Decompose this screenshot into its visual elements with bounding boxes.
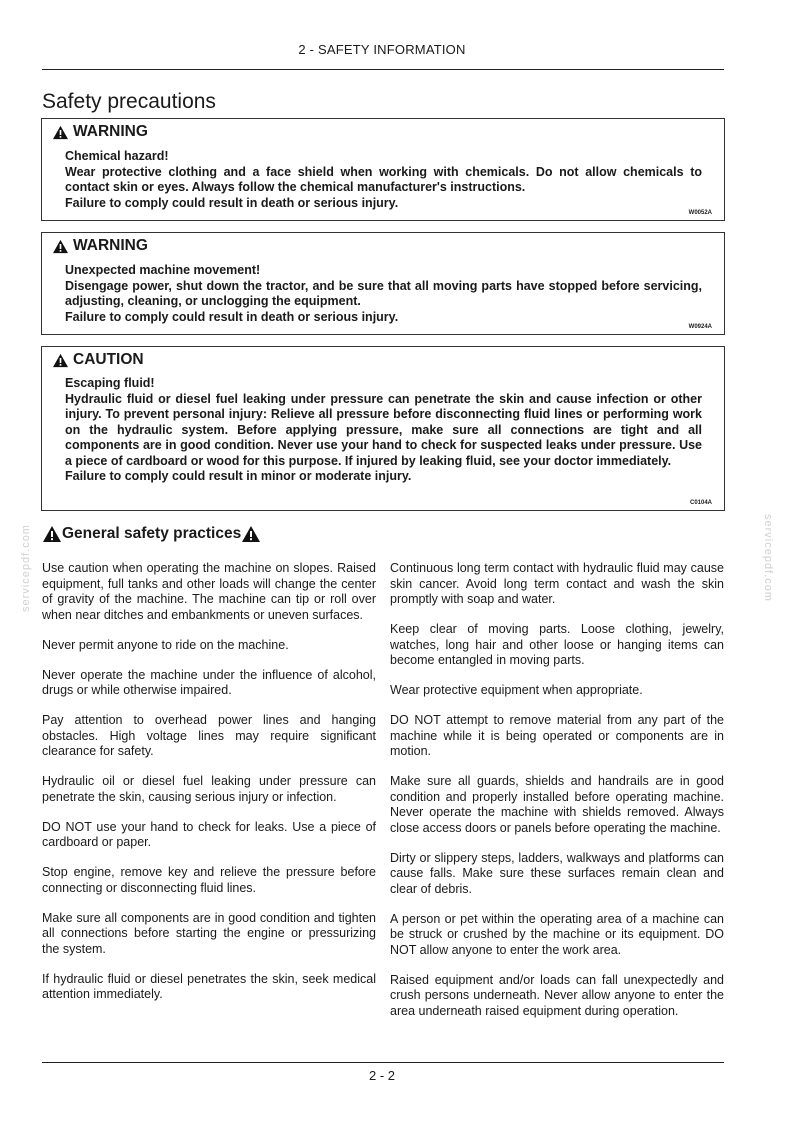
warning-triangle-icon bbox=[52, 239, 69, 254]
warning-box-chemical bbox=[41, 118, 725, 221]
hazard-consequence: Failure to comply could result in minor or moderate injury. bbox=[65, 469, 412, 483]
general-safety-heading bbox=[42, 525, 261, 543]
box-heading bbox=[52, 123, 148, 141]
hazard-instructions: Hydraulic fluid or diesel fuel leaking under pressure can penetrate the skin and cause infection or other injury. To prevent personal injury: Relieve all pressure before disconnecting fluid lines or performing work on the hydraulic system. Before applying pressure, make sure all connections are tight and all components are in good condition. Never use your hand to check for suspected leaks under pressure. Use a piece of cardboard or wood for this purpose. If injured by leaking fluid, see your doctor immediately. bbox=[65, 391, 702, 468]
practices-left-column bbox=[42, 561, 376, 1017]
practice-item: Raised equipment and/or loads can fall unexpectedly and crush persons underneath. Never allow anyone to enter the area underneath raised equipment during operation. bbox=[390, 972, 724, 1018]
general-safety-title: General safety practices bbox=[62, 525, 242, 542]
warning-triangle-icon bbox=[52, 125, 69, 140]
hazard-title: Unexpected machine movement! bbox=[65, 263, 261, 277]
box-label: WARNING bbox=[73, 237, 148, 254]
page-number: 2 - 2 bbox=[368, 1068, 395, 1083]
practice-item: Use caution when operating the machine on slopes. Raised equipment, full tanks and other loads will change the center of gravity of the machine. The machine can tip or roll over when near ditches and embankments or uneven surfaces. bbox=[42, 561, 376, 622]
practice-item: Pay attention to overhead power lines and hanging obstacles. High voltage lines may require significant clearance for safety. bbox=[42, 713, 376, 758]
header-divider bbox=[42, 69, 724, 70]
watermark-right: servicepdf.com bbox=[762, 514, 774, 602]
box-text bbox=[65, 376, 702, 485]
practice-item: Dirty or slippery steps, ladders, walkways and platforms can cause falls. Make sure these surfaces remain clean and clear of debris. bbox=[390, 850, 724, 896]
hazard-instructions: Disengage power, shut down the tractor, and be sure that all moving parts have stopped before servicing, adjusting, cleaning, or unclogging the equipment. bbox=[65, 278, 702, 308]
box-heading bbox=[52, 351, 144, 369]
box-label: CAUTION bbox=[73, 351, 144, 368]
section-title: Safety precautions bbox=[42, 90, 216, 113]
hazard-title: Chemical hazard! bbox=[65, 149, 169, 163]
hazard-consequence: Failure to comply could result in death or serious injury. bbox=[65, 309, 399, 324]
box-heading bbox=[52, 237, 148, 255]
practice-item: Continuous long term contact with hydraulic fluid may cause skin cancer. Avoid long term contact and wash the skin promptly with soap and water. bbox=[390, 561, 724, 606]
practice-item: DO NOT use your hand to check for leaks. Use a piece of cardboard or paper. bbox=[42, 819, 376, 849]
practice-item: Stop engine, remove key and relieve the pressure before connecting or disconnecting fluid lines. bbox=[42, 865, 376, 895]
practice-item: Hydraulic oil or diesel fuel leaking under pressure can penetrate the skin, causing serious injury or infection. bbox=[42, 774, 376, 804]
practice-item: A person or pet within the operating area of a machine can be struck or crushed by the machine or its equipment. DO NOT allow anyone to enter the work area. bbox=[390, 911, 724, 957]
running-header: 2 - SAFETY INFORMATION bbox=[298, 42, 466, 57]
practice-item: DO NOT attempt to remove material from any part of the machine while it is being operated or components are in motion. bbox=[390, 713, 724, 758]
caution-box-fluid bbox=[41, 346, 725, 511]
message-code: C0104A bbox=[689, 500, 712, 506]
box-text bbox=[65, 149, 702, 211]
hazard-title: Escaping fluid! bbox=[65, 376, 155, 390]
practice-item: Wear protective equipment when appropriate. bbox=[390, 683, 643, 697]
watermark-left: servicepdf.com bbox=[20, 524, 32, 612]
practice-item: Never permit anyone to ride on the machine. bbox=[42, 637, 289, 652]
hazard-instructions: Wear protective clothing and a face shield when working with chemicals. Do not allow chemicals to contact skin or eyes. Always follow the chemical manufacturer's instructions. bbox=[65, 164, 702, 194]
practice-item: Never operate the machine under the influence of alcohol, drugs or while otherwise impaired. bbox=[42, 667, 376, 697]
warning-box-movement bbox=[41, 232, 725, 335]
practice-item: Make sure all components are in good condition and tighten all connections before starting the engine or pressurizing the system. bbox=[42, 910, 376, 956]
warning-triangle-icon bbox=[42, 525, 62, 543]
box-text bbox=[65, 263, 702, 325]
warning-triangle-icon bbox=[241, 525, 261, 543]
practice-item: Keep clear of moving parts. Loose clothing, jewelry, watches, long hair and other loose or hanging items can become entangled in moving parts. bbox=[390, 622, 724, 667]
practice-item: If hydraulic fluid or diesel penetrates the skin, seek medical attention immediately. bbox=[42, 971, 376, 1001]
message-code: W0052A bbox=[688, 210, 712, 216]
practice-item: Make sure all guards, shields and handrails are in good condition and properly installed before operating machine. Never operate the machine with shields removed. Always close access doors or panels before operating the machine. bbox=[390, 774, 724, 835]
message-code: W0924A bbox=[688, 324, 712, 330]
footer-divider bbox=[42, 1062, 724, 1063]
box-label: WARNING bbox=[73, 123, 148, 140]
practices-right-column bbox=[390, 561, 724, 1034]
hazard-consequence: Failure to comply could result in death or serious injury. bbox=[65, 195, 399, 210]
warning-triangle-icon bbox=[52, 353, 69, 368]
